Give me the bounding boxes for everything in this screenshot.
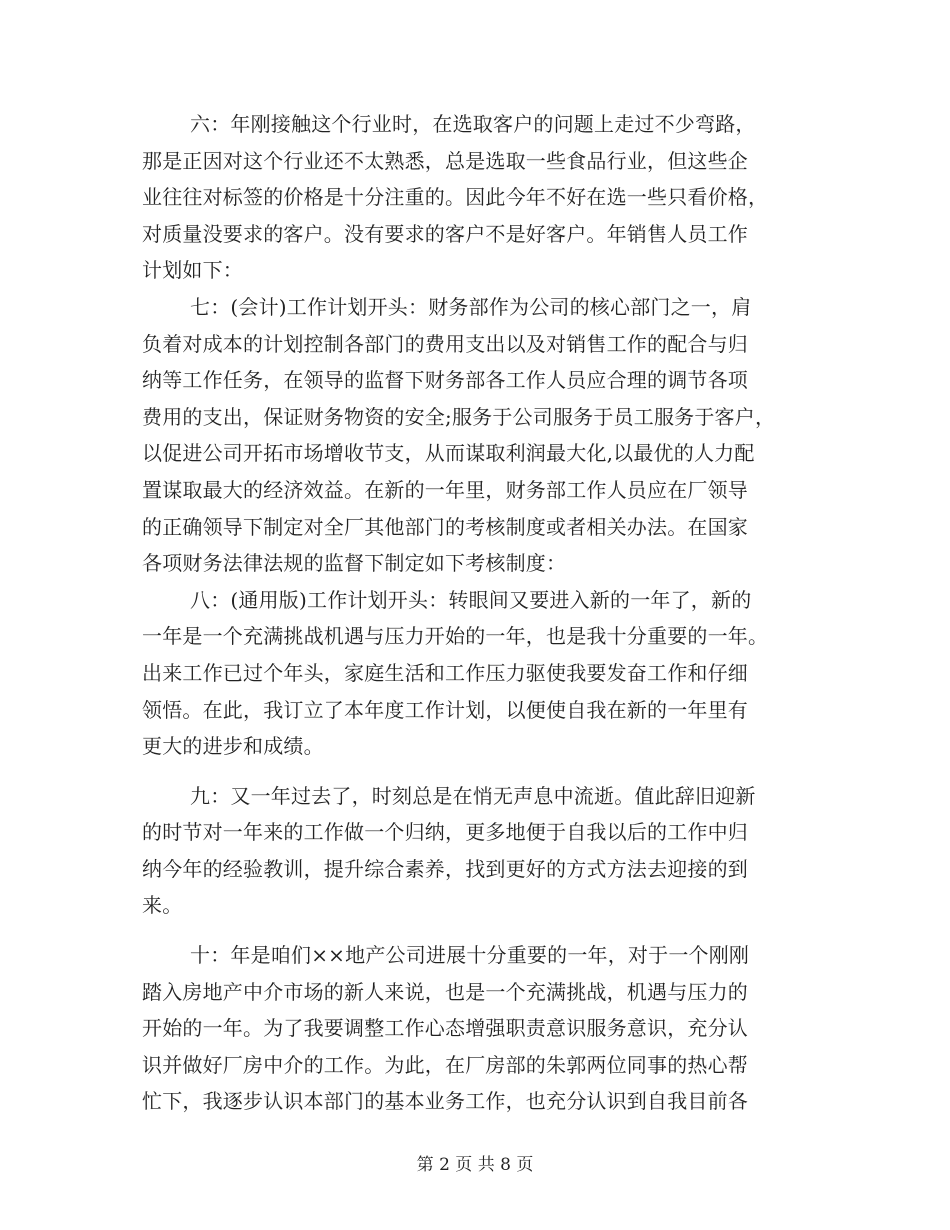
text-line: 对质量没要求的客户。没有要求的客户不是好客户。年销售人员工作 — [142, 221, 748, 246]
paragraph-seven — [142, 289, 812, 582]
text-line: 开始的一年。为了我要调整工作心态增强职责意识服务意识，充分认 — [142, 1016, 748, 1041]
text-line: 置谋取最大的经济效益。在新的一年里，财务部工作人员应在厂领导 — [142, 477, 748, 502]
text-line: 九：又一年过去了，时刻总是在悄无声息中流逝。值此辞旧迎新 — [190, 783, 756, 808]
text-line: 十：年是咱们××地产公司进展十分重要的一年，对于一个刚刚 — [190, 943, 750, 968]
text-line: 领悟。在此，我订立了本年度工作计划，以便使自我在新的一年里有 — [142, 697, 748, 722]
text-line: 费用的支出，保证财务物资的安全;服务于公司服务于员工服务于客户， — [142, 404, 776, 429]
text-line: 负着对成本的计划控制各部门的费用支出以及对销售工作的配合与归 — [142, 331, 748, 356]
text-line: 更大的进步和成绩。 — [142, 734, 324, 759]
paragraph-eight — [142, 582, 812, 765]
paragraph-six — [142, 106, 812, 289]
paragraph-nine — [142, 778, 812, 924]
paragraph-ten — [142, 937, 812, 1120]
document-body — [142, 106, 812, 1120]
text-line: 的时节对一年来的工作做一个归纳，更多地便于自我以后的工作中归 — [142, 820, 748, 845]
text-line: 的正确领导下制定对全厂其他部门的考核制度或者相关办法。在国家 — [142, 514, 748, 539]
text-line: 以促进公司开拓市场增收节支，从而谋取利润最大化,以最优的人力配 — [142, 441, 755, 466]
text-line: 那是正因对这个行业还不太熟悉，总是选取一些食品行业，但这些企 — [142, 148, 748, 173]
text-line: 七：(会计)工作计划开头：财务部作为公司的核心部门之一，肩 — [190, 294, 752, 319]
text-line: 踏入房地产中介市场的新人来说，也是一个充满挑战，机遇与压力的 — [142, 979, 748, 1004]
text-line: 八：(通用版)工作计划开头：转眼间又要进入新的一年了，新的 — [190, 587, 752, 612]
text-line: 六：年刚接触这个行业时，在选取客户的问题上走过不少弯路， — [190, 112, 756, 136]
text-line: 识并做好厂房中介的工作。为此，在厂房部的朱郭两位同事的热心帮 — [142, 1052, 748, 1077]
text-line: 纳今年的经验教训，提升综合素养，找到更好的方式方法去迎接的到 — [142, 856, 748, 881]
text-line: 各项财务法律法规的监督下制定如下考核制度： — [142, 551, 567, 576]
text-line: 计划如下： — [142, 258, 243, 283]
text-line: 业往往对标签的价格是十分注重的。因此今年不好在选一些只看价格， — [142, 185, 769, 210]
text-line: 一年是一个充满挑战机遇与压力开始的一年，也是我十分重要的一年。 — [142, 624, 769, 649]
text-line: 纳等工作任务，在领导的监督下财务部各工作人员应合理的调节各项 — [142, 368, 748, 393]
text-line: 忙下，我逐步认识本部门的基本业务工作，也充分认识到自我目前各 — [142, 1089, 748, 1114]
text-line: 出来工作已过个年头，家庭生活和工作压力驱使我要发奋工作和仔细 — [142, 660, 748, 685]
page-number-footer: 第 2 页 共 8 页 — [416, 1155, 534, 1175]
text-line: 来。 — [142, 893, 183, 918]
